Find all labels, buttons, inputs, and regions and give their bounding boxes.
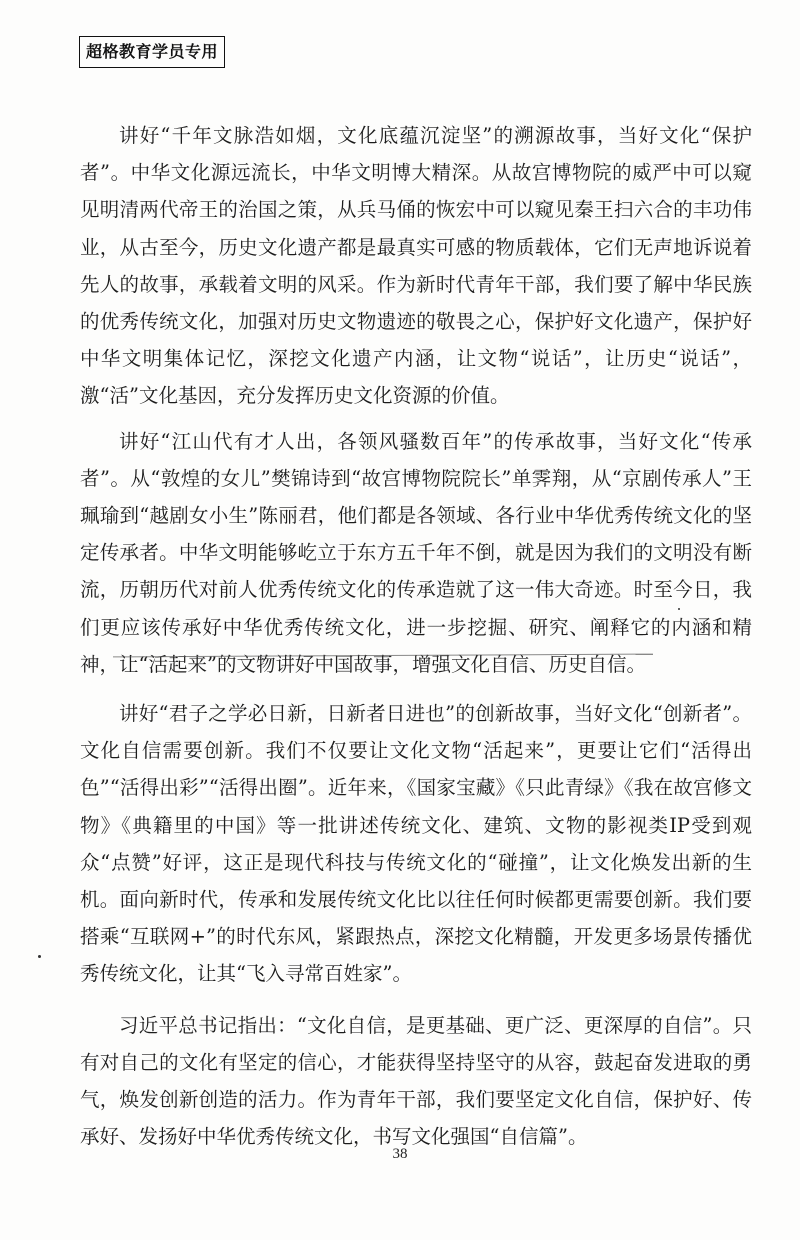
watermark-stamp <box>79 36 225 68</box>
stamp-label: 超格教育学员专用 <box>86 42 219 61</box>
page-number: 38 <box>392 1146 408 1162</box>
paragraph-3: 讲好“君子之学必日新，日新者日进也”的创新故事，当好文化“创新者”。文化自信需要创新。我们不仅要让文化文物“活起来”，更要让它们“活得出色”“活得出彩”“活得出圈”。近年来，《国家宝藏》《只此青绿》《我在故宫修文物》《典籍里的中国》等一批讲述传统文化、建筑、文物的影视类IP受到观众“点赞”好评，这正是现代科技与传统文化的“碰撞”，让文化焕发出新的生机。面向新时代，传承和发展传统文化比以往任何时候都更需要创新。我们要搭乘“互联网+”的时代东风，紧跟热点，深挖文化精髓，开发更多场景传播优秀传统文化，让其“飞入寻常百姓家”。 <box>80 702 752 986</box>
paragraph-2: 讲好“江山代有才人出，各领风骚数百年”的传承故事，当好文化“传承者”。从“敦煌的女儿”樊锦诗到“故宫博物院院长”单霁翔，从“京剧传承人”王珮瑜到“越剧女小生”陈丽君，他们都是各领域、各行业中华优秀传统文化的坚定传承者。中华文明能够屹立于东方五千年不倒，就是因为我们的文明没有断流，历朝历代对前人优秀传统文化的传承造就了这一伟大奇迹。时至今日，我们更应该传承好中华优秀传统文化，进一步挖掘、研究、阐释它的内涵和精神，让“活起来”的文物讲好中国故事，增强文化自信、历史自信。 <box>80 429 752 676</box>
paragraph-4: 习近平总书记指出：“文化自信，是更基础、更广泛、更深厚的自信”。只有对自己的文化有坚定的信心，才能获得坚持坚守的从容，鼓起奋发进取的勇气，焕发创新创造的活力。作为青年干部，我们要坚定文化自信，保护好、传承好、发扬好中华优秀传统文化，书写文化强国“自信篇”。 <box>80 1013 752 1149</box>
scan-speck <box>678 608 680 610</box>
scan-speck <box>38 955 41 958</box>
paragraph-1: 讲好“千年文脉浩如烟，文化底蕴沉淀坚”的溯源故事，当好文化“保护者”。中华文化源远流长，中华文明博大精深。从故宫博物院的威严中可以窥见明清两代帝王的治国之策，从兵马俑的恢宏中可以窥见秦王扫六合的丰功伟业，从古至今，历史文化遗产都是最真实可感的物质载体，它们无声地诉说着先人的故事，承载着文明的风采。作为新时代青年干部，我们要了解中华民族的优秀传统文化，加强对历史文物遗迹的敬畏之心，保护好文化遗产，保护好中华文明集体记忆，深挖文化遗产内涵，让文物“说话”，让历史“说话”，激“活”文化基因，充分发挥历史文化资源的价值。 <box>80 124 752 408</box>
document-body <box>80 117 752 1163</box>
